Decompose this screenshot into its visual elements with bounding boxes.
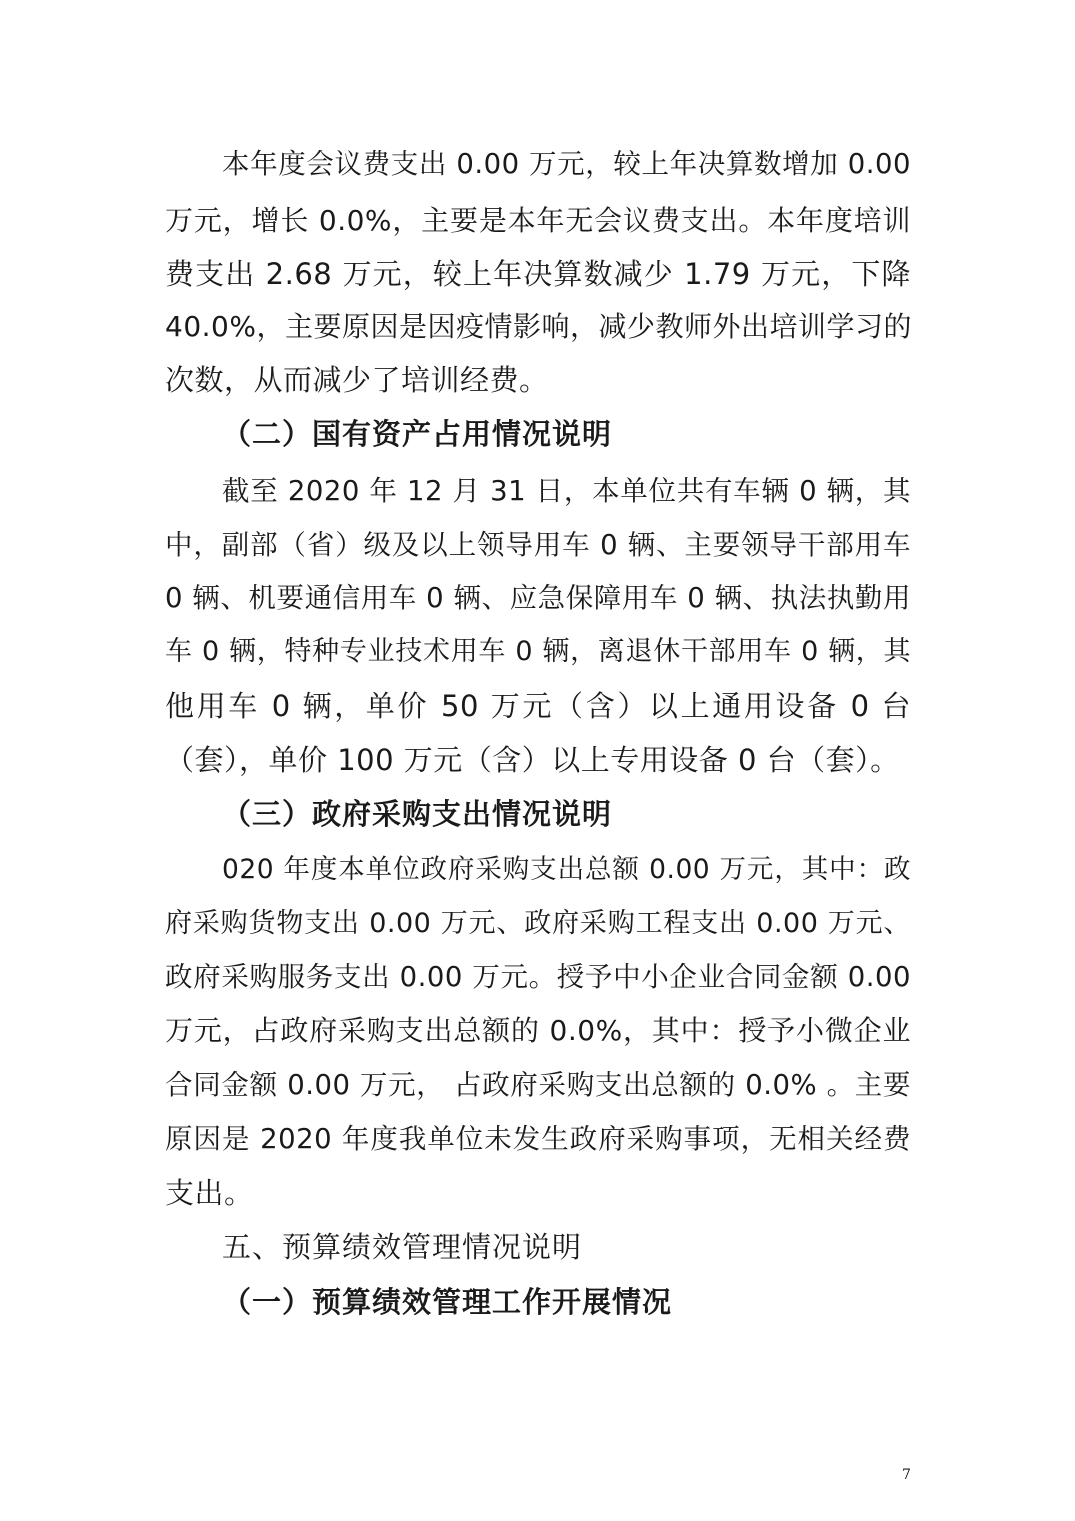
subsection-heading: （二）国有资产占用情况说明 [222, 417, 613, 451]
paragraph-line: 截至 2020 年 12 月 31 日，本单位共有车辆 0 辆，其 [222, 475, 911, 507]
paragraph-line: 他用车 0 辆，单价 50 万元（含）以上通用设备 0 台 [165, 689, 911, 723]
paragraph-line: 合同金额 0.00 万元， 占政府采购支出总额的 0.0% 。主要 [165, 1069, 911, 1101]
page-number: 7 [902, 1467, 911, 1483]
paragraph-line: 费支出 2.68 万元，较上年决算数减少 1.79 万元，下降 [165, 257, 911, 291]
subsection-heading: （一）预算绩效管理工作开展情况 [222, 1285, 673, 1319]
paragraph-line: 车 0 辆，特种专业技术用车 0 辆，离退休干部用车 0 辆，其 [165, 636, 911, 667]
paragraph-line: 府采购货物支出 0.00 万元、政府采购工程支出 0.00 万元、 [165, 908, 911, 939]
subsection-heading: （三）政府采购支出情况说明 [222, 797, 613, 831]
paragraph-line: 0 辆、机要通信用车 0 辆、应急保障用车 0 辆、执法执勤用 [165, 582, 911, 614]
paragraph-line: 万元，增长 0.0%，主要是本年无会议费支出。本年度培训 [165, 204, 911, 237]
paragraph-line: 万元，占政府采购支出总额的 0.0%，其中：授予小微企业 [165, 1014, 911, 1047]
paragraph-line: 原因是 2020 年度我单位未发生政府采购事项，无相关经费 [165, 1123, 911, 1155]
paragraph-line: （套），单价 100 万元（含）以上专用设备 0 台（套）。 [165, 743, 900, 777]
paragraph-line: 本年度会议费支出 0.00 万元，较上年决算数增加 0.00 [222, 148, 911, 180]
paragraph-line: 40.0%，主要原因是因疫情影响，减少教师外出培训学习的 [165, 310, 912, 343]
paragraph-line: 政府采购服务支出 0.00 万元。授予中小企业合同金额 0.00 [165, 961, 911, 993]
paragraph-line: 次数，从而减少了培训经费。 [165, 363, 549, 397]
paragraph-line: 020 年度本单位政府采购支出总额 0.00 万元，其中：政 [222, 854, 911, 885]
paragraph-line: 中，副部（省）级及以上领导用车 0 辆、主要领导干部用车 [165, 529, 911, 561]
paragraph-line: 支出。 [165, 1176, 254, 1210]
section-heading: 五、预算绩效管理情况说明 [222, 1230, 583, 1264]
